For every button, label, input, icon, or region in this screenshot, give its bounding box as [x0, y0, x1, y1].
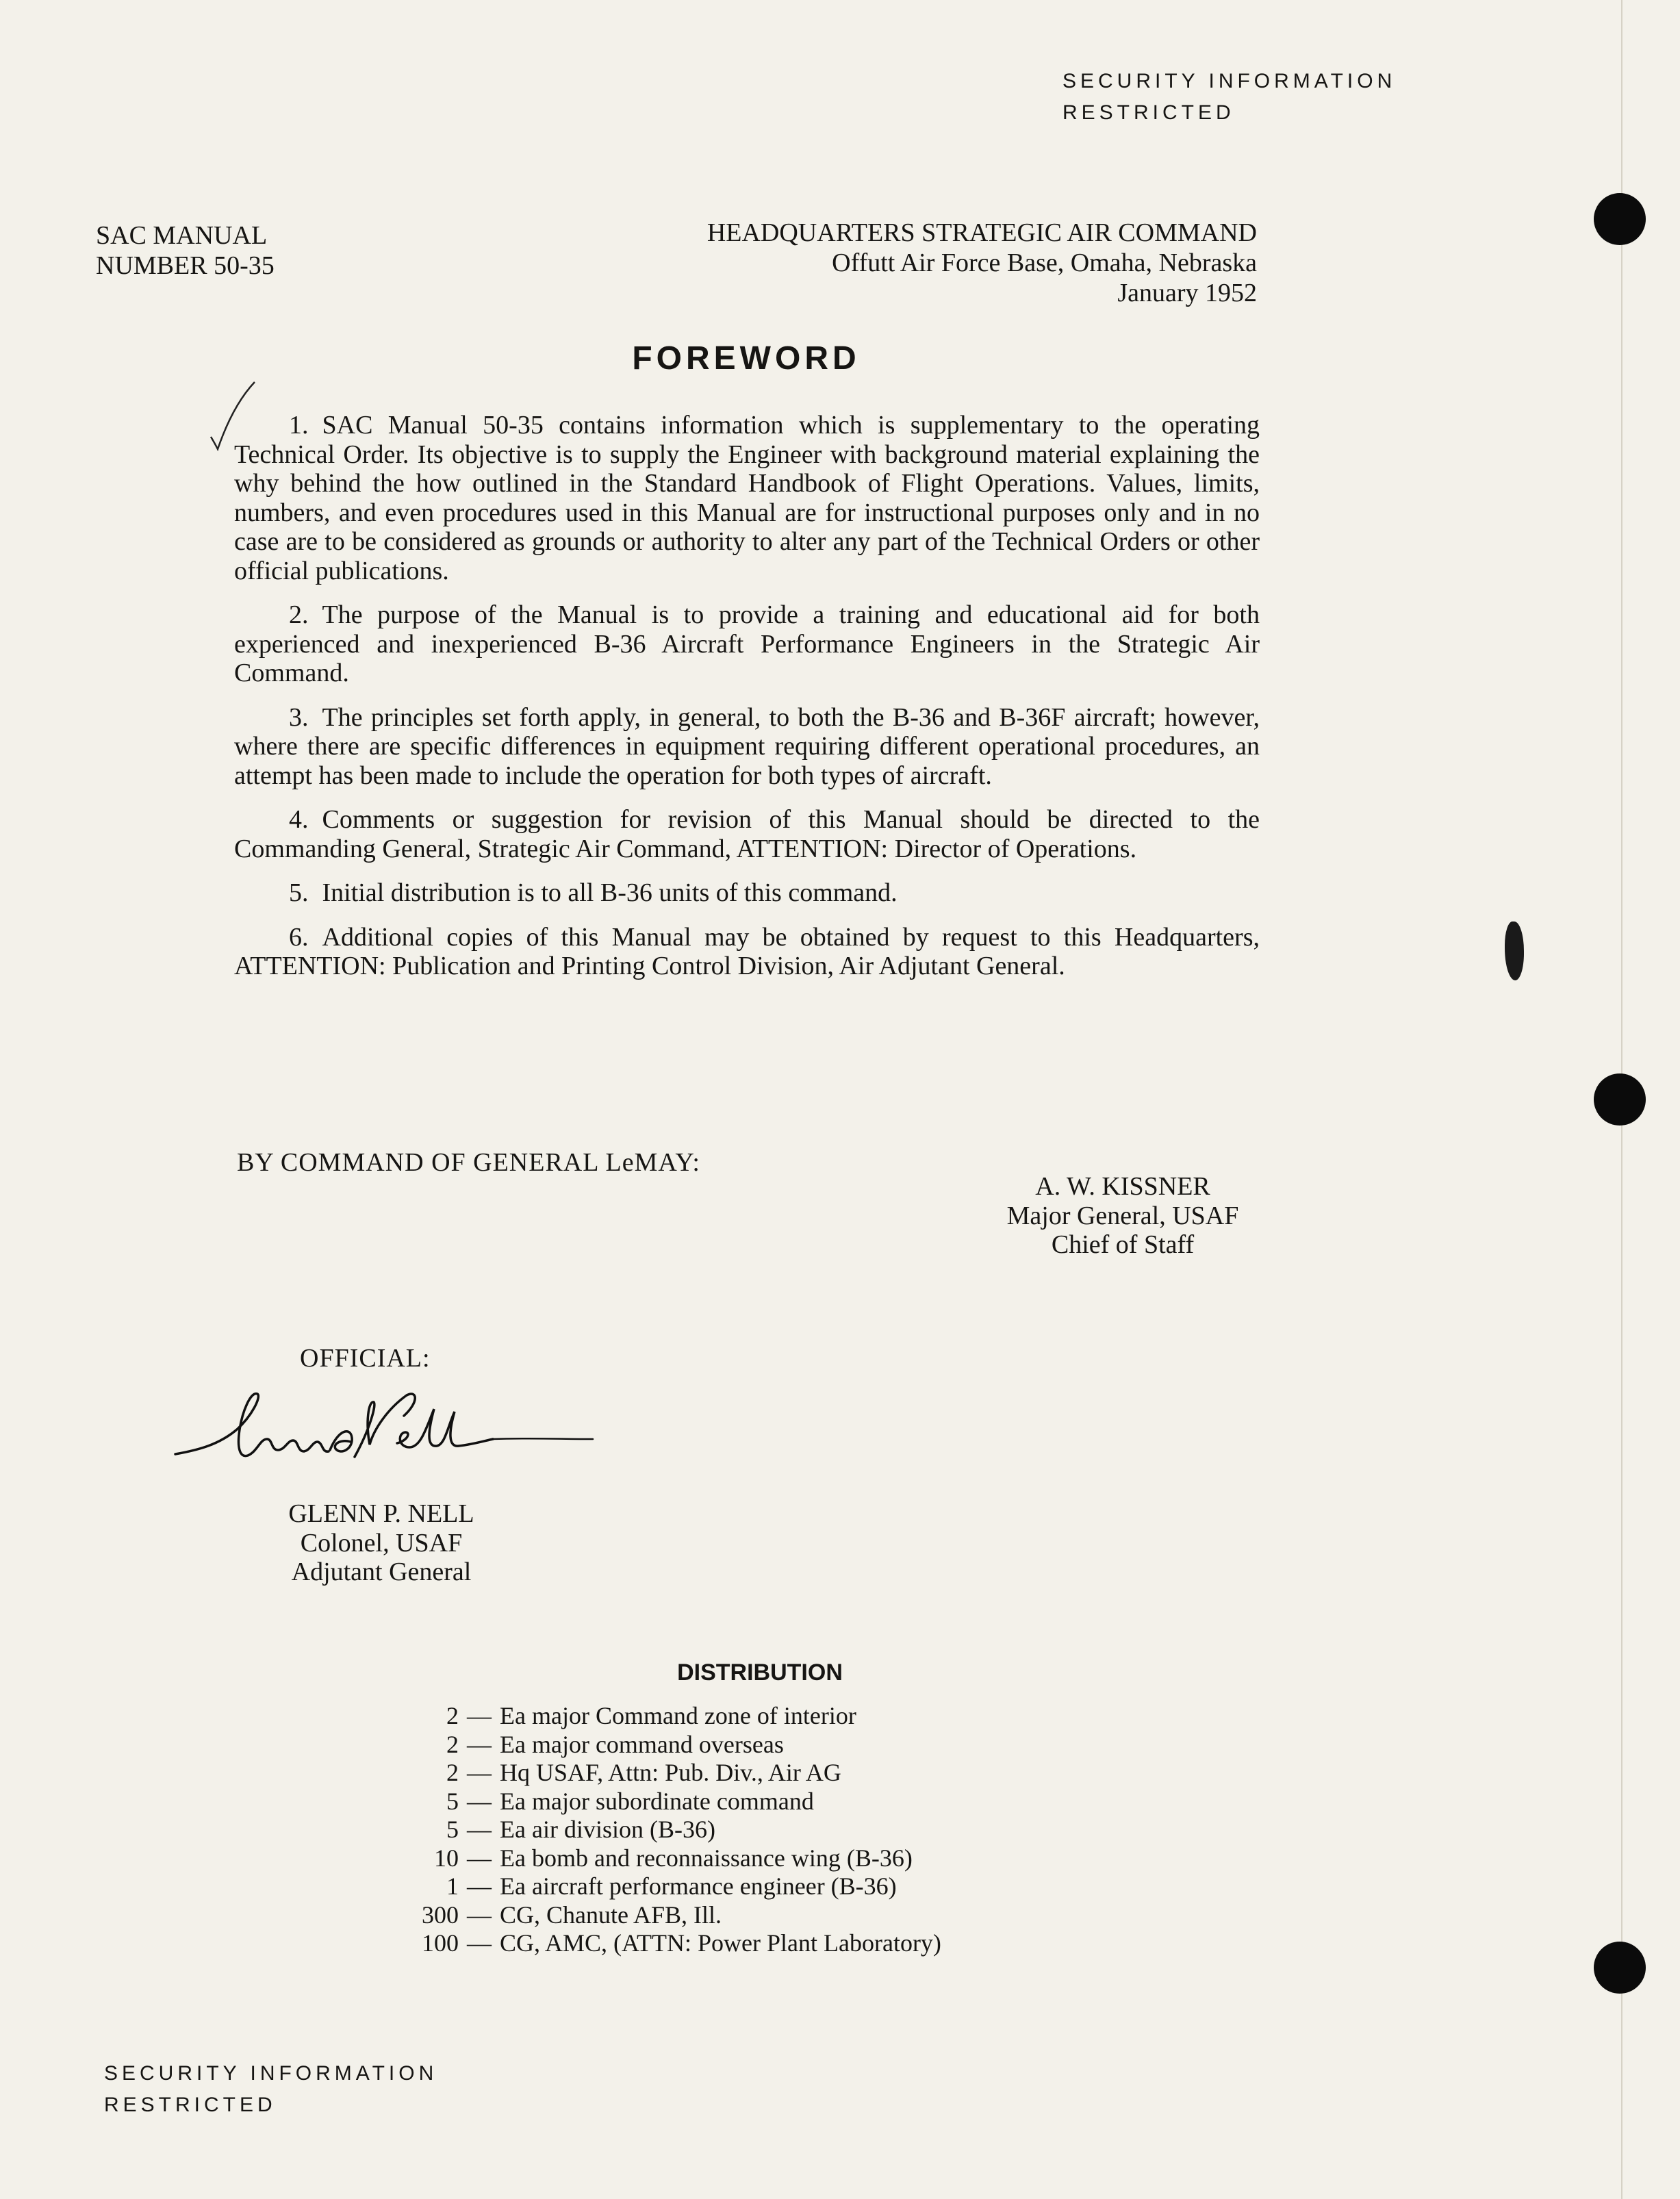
distribution-item [383, 1816, 941, 1844]
headquarters-block [707, 218, 1257, 308]
signer-title: Chief of Staff [1051, 1230, 1195, 1259]
binder-hole [1594, 1942, 1646, 1994]
distribution-quantity: 10 [434, 1844, 459, 1872]
distribution-item [383, 1872, 941, 1901]
distribution-recipient: Ea bomb and reconnaissance wing (B-36) [500, 1844, 913, 1872]
ink-smudge [1505, 921, 1524, 980]
distribution-quantity: 2 [446, 1702, 459, 1729]
adjutant-block [234, 1499, 529, 1587]
distribution-item [383, 1788, 941, 1816]
distribution-quantity: 100 [422, 1929, 459, 1957]
distribution-item [383, 1844, 941, 1873]
signer-name: A. W. KISSNER [1035, 1172, 1210, 1201]
distribution-item [383, 1759, 941, 1788]
paragraph-number: 2. [289, 600, 309, 629]
document-date: January 1952 [1117, 279, 1257, 307]
binder-hole [1594, 1073, 1646, 1126]
foreword-paragraph [234, 878, 1260, 908]
paragraph-text: Initial distribution is to all B-36 units of this command. [322, 878, 898, 907]
distribution-dash: — [467, 1929, 492, 1957]
distribution-recipient: Ea major subordinate command [500, 1787, 814, 1815]
foreword-paragraph [234, 805, 1260, 863]
distribution-title: DISTRIBUTION [677, 1660, 843, 1686]
foreword-body [234, 411, 1260, 996]
headquarters-name: HEADQUARTERS STRATEGIC AIR COMMAND [707, 218, 1257, 247]
headquarters-location: Offutt Air Force Base, Omaha, Nebraska [832, 249, 1257, 277]
security-marking-bottom [104, 2058, 437, 2121]
distribution-quantity: 5 [446, 1787, 459, 1815]
distribution-quantity: 2 [446, 1730, 459, 1758]
distribution-item [383, 1901, 941, 1930]
distribution-item [383, 1731, 941, 1759]
security-marking-top [1062, 66, 1396, 129]
distribution-item [383, 1702, 941, 1731]
foreword-paragraph [234, 600, 1260, 688]
distribution-quantity: 1 [446, 1872, 459, 1900]
distribution-item [383, 1929, 941, 1958]
distribution-dash: — [467, 1787, 492, 1815]
distribution-dash: — [467, 1816, 492, 1843]
paragraph-number: 6. [289, 922, 309, 952]
restricted-label: RESTRICTED [1062, 101, 1235, 124]
official-label: OFFICIAL: [300, 1344, 431, 1373]
distribution-quantity: 300 [422, 1901, 459, 1929]
distribution-dash: — [467, 1730, 492, 1758]
foreword-paragraph [234, 923, 1260, 981]
page-title: FOREWORD [632, 340, 861, 377]
paragraph-text: SAC Manual 50-35 contains information which is supplementary to the operating Technical Order. Its objective is to supply the Engineer with background material explaining the why behind the how outlined in the Standard Handbook of Flight Operations. Values, limits, numbers, and even procedures used in this Manual are for instructional purposes only and in no case are to be considered as grounds or authority to alter any part of the Technical Orders or other official publications. [234, 411, 1260, 585]
manual-identifier [96, 220, 275, 281]
restricted-label: RESTRICTED [104, 2094, 277, 2116]
distribution-quantity: 5 [446, 1816, 459, 1843]
paragraph-text: The purpose of the Manual is to provide a training and educational aid for both experienced and inexperienced B-36 Aircraft Performance Engineers in the Strategic Air Command. [234, 600, 1260, 687]
distribution-list [383, 1702, 941, 1958]
manual-label: SAC MANUAL [96, 221, 268, 250]
paragraph-number: 4. [289, 805, 309, 834]
paragraph-text: The principles set forth apply, in general, to both the B-36 and B-36F aircraft; however, where there are specific differences in equipment requiring different operational procedures, an attempt has been made to include the operation for both types of aircraft. [234, 702, 1260, 790]
adjutant-title: Adjutant General [291, 1558, 472, 1586]
distribution-dash: — [467, 1759, 492, 1786]
security-info-label: SECURITY INFORMATION [1062, 70, 1397, 92]
distribution-dash: — [467, 1901, 492, 1929]
manual-number: NUMBER 50-35 [96, 251, 275, 280]
foreword-paragraph [234, 703, 1260, 791]
handwritten-signature [171, 1382, 596, 1505]
distribution-recipient: Ea air division (B-36) [500, 1816, 715, 1843]
binder-hole [1594, 193, 1646, 245]
distribution-dash: — [467, 1844, 492, 1872]
distribution-dash: — [467, 1702, 492, 1729]
distribution-recipient: Ea major Command zone of interior [500, 1702, 856, 1729]
by-command-line: BY COMMAND OF GENERAL LeMAY: [237, 1148, 700, 1177]
paragraph-number: 1. [289, 411, 309, 440]
signer-rank: Major General, USAF [1006, 1201, 1239, 1230]
paragraph-text: Additional copies of this Manual may be obtained by request to this Headquarters, ATTENTION: Publication and Printing Control Division, Air Adjutant General. [234, 922, 1260, 980]
security-info-label: SECURITY INFORMATION [104, 2062, 438, 2085]
paragraph-number: 5. [289, 878, 309, 907]
adjutant-rank: Colonel, USAF [300, 1528, 463, 1558]
distribution-dash: — [467, 1872, 492, 1900]
paragraph-number: 3. [289, 702, 309, 732]
signer-block [979, 1172, 1267, 1260]
distribution-recipient: CG, AMC, (ATTN: Power Plant Laboratory) [500, 1929, 941, 1957]
distribution-quantity: 2 [446, 1759, 459, 1786]
adjutant-name: GLENN P. NELL [288, 1499, 474, 1528]
distribution-recipient: Ea aircraft performance engineer (B-36) [500, 1872, 897, 1900]
distribution-recipient: Hq USAF, Attn: Pub. Div., Air AG [500, 1759, 841, 1786]
distribution-recipient: CG, Chanute AFB, Ill. [500, 1901, 722, 1929]
foreword-paragraph [234, 411, 1260, 585]
distribution-recipient: Ea major command overseas [500, 1730, 784, 1758]
paragraph-text: Comments or suggestion for revision of this Manual should be directed to the Commanding General, Strategic Air Command, ATTENTION: Director of Operations. [234, 805, 1260, 863]
